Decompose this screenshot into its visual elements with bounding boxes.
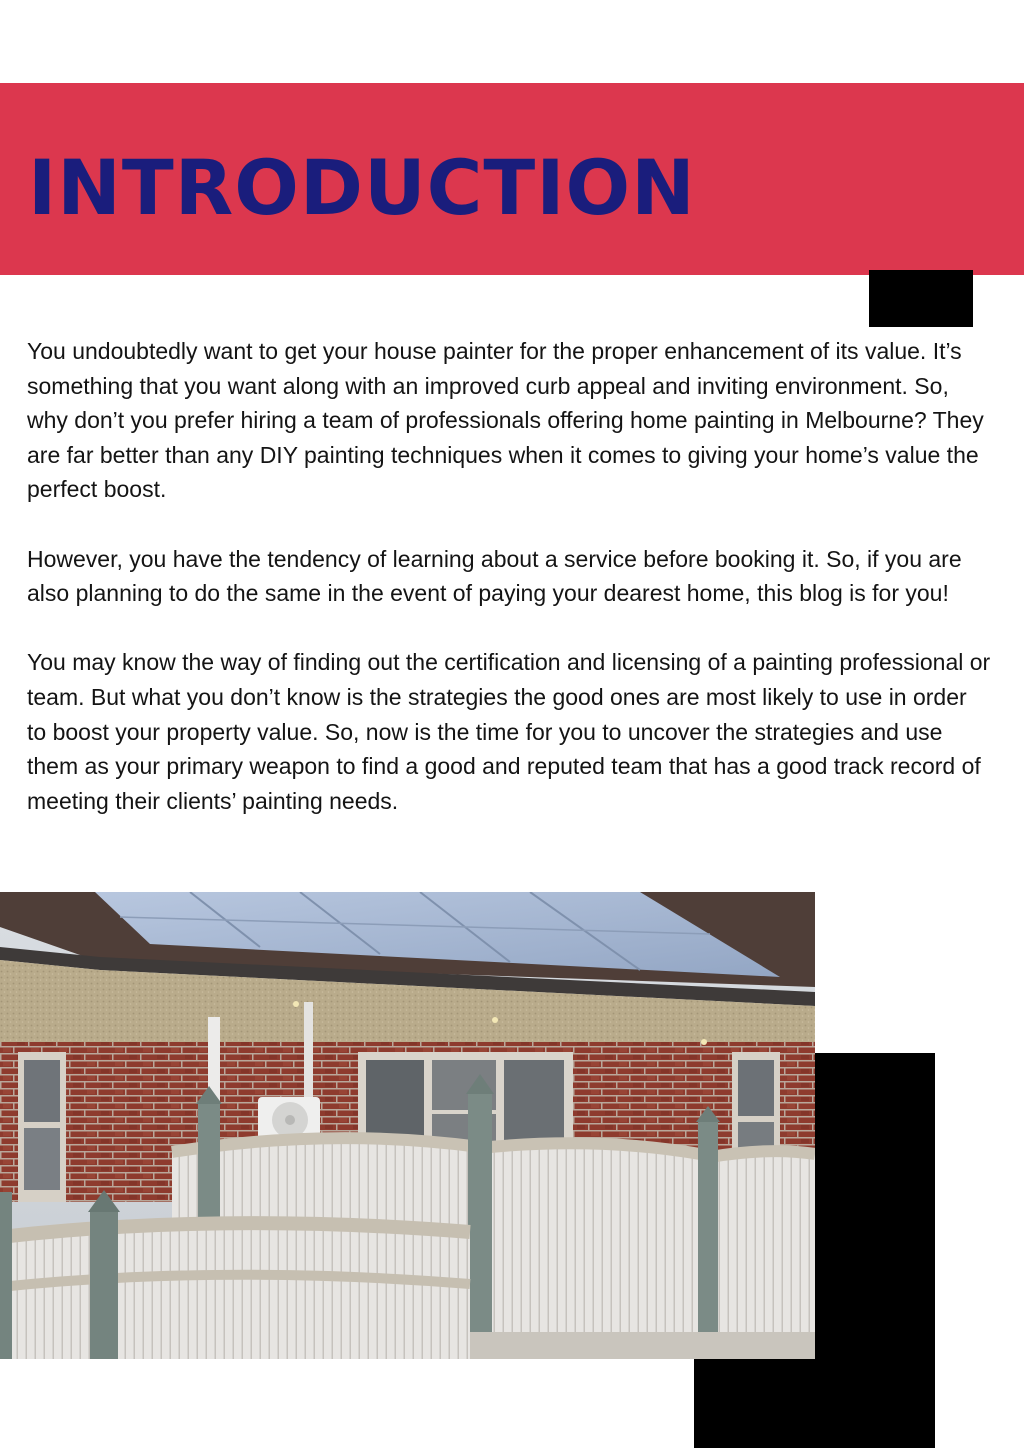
intro-paragraph-1: You undoubtedly want to get your house painter for the proper enhancement of its value. It’s something that you want along with an improved curb appeal and inviting environment. So, why don’t you prefer hiring a team of professionals offering home painting in Melbourne? They are far better than any DIY painting techniques when it comes to giving your home’s value the perfect boost. xyxy=(27,338,984,503)
page-title: INTRODUCTION xyxy=(28,143,696,232)
intro-paragraph-3: You may know the way of finding out the certification and licensing of a painting professional or team. But what you don’t know is the strategies the good ones are most likely to use in order to boost your property value. So, now is the time for you to uncover the strategies and use them as your primary weapon to find a good and reputed team that has a good track record of meeting their clients’ painting needs. xyxy=(27,649,991,814)
house-photo xyxy=(0,892,815,1359)
body-text xyxy=(27,334,992,853)
intro-paragraph-2: However, you have the tendency of learning about a service before booking it. So, if you are also planning to do the same in the event of paying your dearest home, this blog is for you! xyxy=(27,545,962,607)
decorative-block-top xyxy=(869,270,973,327)
